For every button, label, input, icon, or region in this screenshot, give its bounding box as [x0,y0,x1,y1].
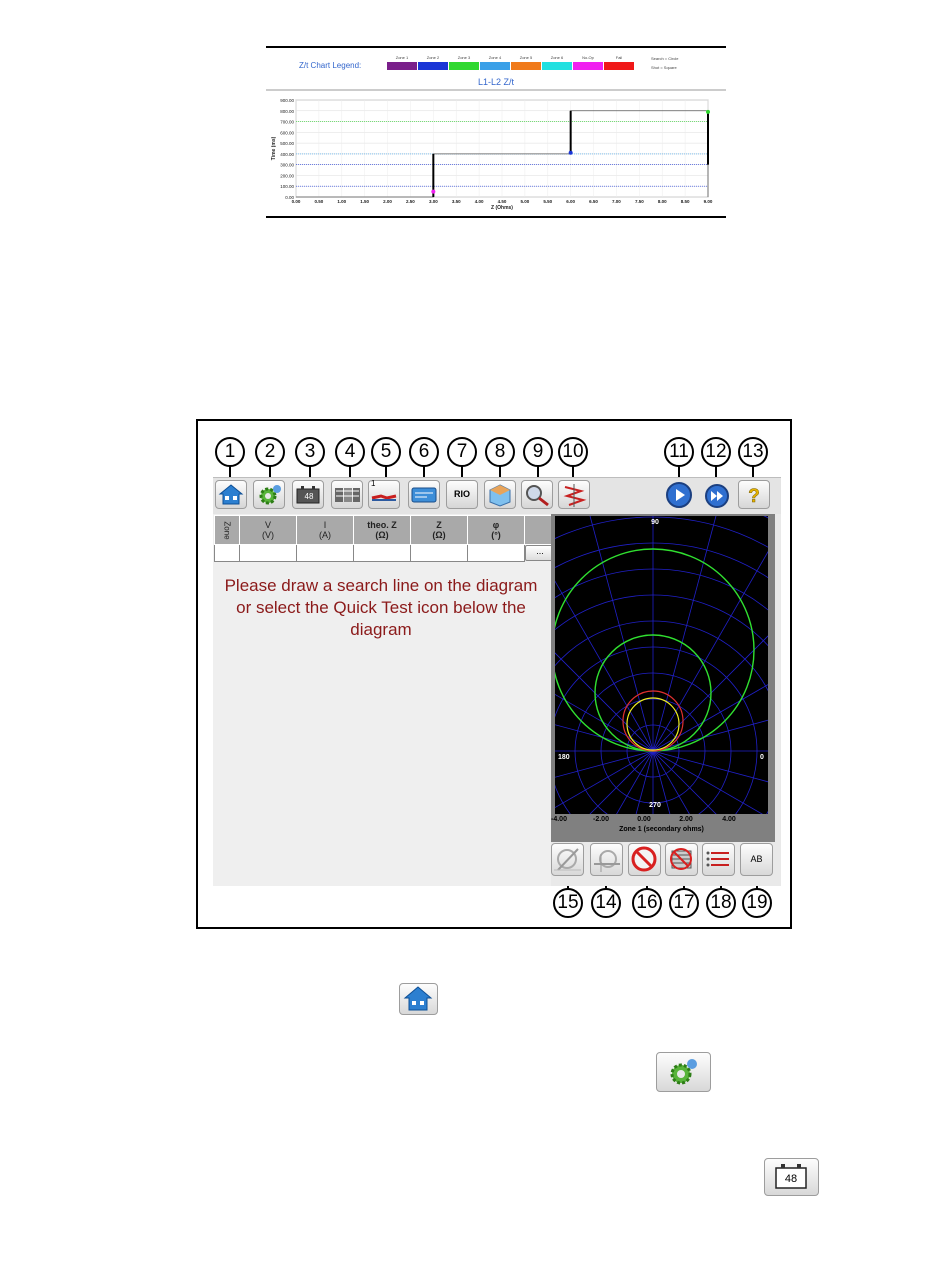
gear-icon [254,481,284,508]
y-axis-title: Time (ms) [271,136,277,161]
x-tick-label: 6.50 [589,199,598,204]
table-cell[interactable] [468,545,525,562]
callout-4: 4 [335,437,365,467]
column-header-title: theo. Z [367,520,397,530]
polar-x-tick: 2.00 [679,816,693,823]
legend-note-shot: Shot = Square [651,65,677,70]
column-header [468,516,525,545]
legend-label: Fail [615,55,623,60]
card-button[interactable] [408,480,440,509]
data-point [569,151,573,155]
home-icon [216,481,246,508]
rio-button[interactable]: RIO [446,480,478,509]
x-tick-label: 0.00 [291,199,301,204]
meters-icon [332,481,362,508]
y-tick-label: 900.00 [280,98,294,103]
y-tick-label: 300.00 [280,162,294,168]
grid-radial [653,751,768,814]
polar-axis-title: Zone 1 (secondary ohms) [619,826,704,833]
legend-item [449,55,479,70]
table-cell[interactable] [354,545,411,562]
y-tick-label: 200.00 [280,173,294,179]
grid-circle [555,569,768,814]
grid-radial [653,751,757,814]
search-icon [522,481,552,508]
polar-x-tick: 4.00 [722,816,736,823]
results-grid-area [213,514,551,886]
column-header [240,516,297,545]
polar-x-tick: -2.00 [593,816,609,823]
no-entry-icon [629,844,660,875]
callout-15: 15 [553,888,583,918]
legend-swatch [604,62,634,70]
x-tick-label: 4.00 [474,199,484,204]
fast-forward-icon [704,483,730,509]
grid-circle [555,595,768,814]
quick-test-button[interactable] [590,843,623,876]
x-tick-label: 3.00 [428,199,438,204]
legend-swatch [542,62,572,70]
x-tick-label: 7.50 [634,199,644,204]
polar-x-tick: 0.00 [637,816,651,823]
column-header-unit: (Ω) [375,530,389,540]
column-header-unit: (Ω) [432,530,446,540]
angle-label-180: 180 [558,754,570,761]
vector-button[interactable] [368,480,400,509]
angle-label-270: 270 [649,802,661,809]
callout-2: 2 [255,437,285,467]
y-tick-label: 0.00 [285,195,294,200]
table-header-row [215,516,556,545]
table-cell[interactable] [411,545,468,562]
callout-16: 16 [632,888,662,918]
column-header-unit: (A) [319,530,331,540]
x-tick-label: 8.50 [680,199,690,204]
zt-chart-figure [266,46,726,218]
callout-8: 8 [485,437,515,467]
meters-button[interactable] [331,480,363,509]
shot-test-icon [559,481,589,508]
cube-button[interactable] [484,480,516,509]
y-tick-label: 100.00 [280,184,294,190]
column-header-title: V [264,520,271,530]
table-cell[interactable] [215,545,240,562]
legend-swatch [449,62,479,70]
legend-swatch [480,62,510,70]
vector-label: 1 [371,479,376,488]
zone-3-circle [555,549,754,751]
angle-label-0: 0 [760,754,764,761]
x-tick-label: 1.00 [337,199,347,204]
play-icon [665,481,693,509]
svg-text:?: ? [748,486,760,507]
battery-value: 48 [304,492,314,501]
grid-circle [555,621,768,814]
callout-6: 6 [409,437,439,467]
impedance-diagram-svg [555,516,768,814]
legend-swatch [418,62,448,70]
y-tick-label: 700.00 [280,119,294,125]
grid-radial [555,516,653,751]
help-icon [739,481,769,508]
x-tick-label: 1.50 [360,199,370,204]
data-point [706,110,710,114]
legend-item [418,55,448,70]
card-icon [409,481,439,508]
legend-label: Zone 2 [426,55,440,60]
column-header-unit: (°) [491,530,501,540]
search-button[interactable] [521,480,553,509]
grid-radial [653,751,768,814]
draw-search-line-button[interactable] [551,843,584,876]
y-tick-label: 500.00 [280,141,294,147]
legend-item [604,55,634,70]
column-header [411,516,468,545]
legend-title: Z/t Chart Legend: [299,61,362,70]
y-tick-label: 600.00 [280,130,294,136]
callout-10: 10 [558,437,588,467]
legend-item [511,55,541,70]
y-tick-label: 400.00 [280,151,294,157]
column-header-title: φ [492,520,500,530]
fast-forward-button[interactable] [704,483,730,509]
polar-x-tick: -4.00 [551,816,567,823]
legend-label: Zone 3 [457,55,471,60]
x-tick-label: 4.50 [497,199,507,204]
angle-label-90: 90 [651,519,659,526]
data-point [431,190,435,194]
callout-3: 3 [295,437,325,467]
column-header-title: Zone [222,520,232,540]
list-button[interactable] [702,843,735,876]
x-axis-title: Z (Ohms) [491,205,513,211]
grid-radial [555,516,653,751]
legend-label: Zone 5 [519,55,533,60]
quick-test-icon [591,844,622,875]
delete-lines-button[interactable] [628,843,661,876]
draw-line-icon [552,844,583,875]
battery-value-large: 48 [784,1173,798,1185]
battery-button[interactable] [292,480,324,509]
grid-radial [653,751,768,814]
settings-button[interactable] [253,480,285,509]
results-table [214,515,556,562]
callout-14: 14 [591,888,621,918]
zt-chart-svg [266,90,726,216]
grid-circle [555,517,768,814]
home-icon [400,984,437,1014]
column-header-unit: (V) [262,530,274,540]
column-header-title: I [323,520,327,530]
grid-radial [653,516,757,751]
impedance-diagram[interactable] [555,516,768,814]
column-header [354,516,411,545]
home-icon-large [399,983,438,1015]
x-tick-label: 7.00 [612,199,621,204]
ab-button[interactable]: AB [740,843,773,876]
instruction-message: Please draw a search line on the diagram or select the Quick Test icon below the diagram [224,576,538,639]
cube-icon [485,481,515,508]
callout-19: 19 [742,888,772,918]
legend-label: Zone 4 [488,55,502,60]
chart-title: L1-L2 Z/t [477,77,515,87]
legend-label: No-Op [582,55,594,60]
callout-9: 9 [523,437,553,467]
legend-item [387,55,417,70]
play-button[interactable] [665,481,693,509]
x-tick-label: 5.50 [543,199,553,204]
x-tick-label: 8.00 [657,199,667,204]
legend-swatch [511,62,541,70]
legend-note-search: Search = Circle [651,56,679,61]
callout-7: 7 [447,437,477,467]
x-tick-label: 2.00 [383,199,392,204]
x-tick-label: 5.00 [520,199,530,204]
help-button[interactable] [738,480,770,509]
column-header-title: Z [436,520,442,530]
x-tick-label: 9.00 [703,199,713,204]
callout-17: 17 [669,888,699,918]
x-tick-label: 6.00 [566,199,576,204]
x-tick-label: 3.50 [451,199,461,204]
table-row[interactable] [215,545,556,562]
delete-all-button[interactable] [665,843,698,876]
legend-swatch [573,62,603,70]
column-header [215,516,240,545]
legend-item [480,55,510,70]
battery-icon-large [764,1158,819,1196]
home-button[interactable] [215,480,247,509]
callout-11: 11 [664,437,694,467]
legend-item [573,55,603,70]
legend-item [542,55,572,70]
y-tick-label: 800.00 [280,108,294,114]
callout-18: 18 [706,888,736,918]
x-tick-label: 2.50 [406,199,415,204]
table-cell[interactable] [240,545,297,562]
grid-radial [555,516,653,751]
gear-icon [657,1053,710,1091]
column-header [297,516,354,545]
callout-13: 13 [738,437,768,467]
legend-label: Zone 1 [395,55,409,60]
callout-12: 12 [701,437,731,467]
legend-swatch [387,62,417,70]
callout-1: 1 [215,437,245,467]
callout-5: 5 [371,437,401,467]
shot-test-button[interactable] [558,480,590,509]
more-button[interactable]: ... [525,545,555,561]
x-tick-label: 0.50 [314,199,324,204]
legend-label: Zone 6 [550,55,564,60]
table-cell[interactable] [297,545,354,562]
list-icon [703,844,734,875]
delete-all-icon [666,844,697,875]
grid-radial [653,751,768,814]
settings-icon-large [656,1052,711,1092]
